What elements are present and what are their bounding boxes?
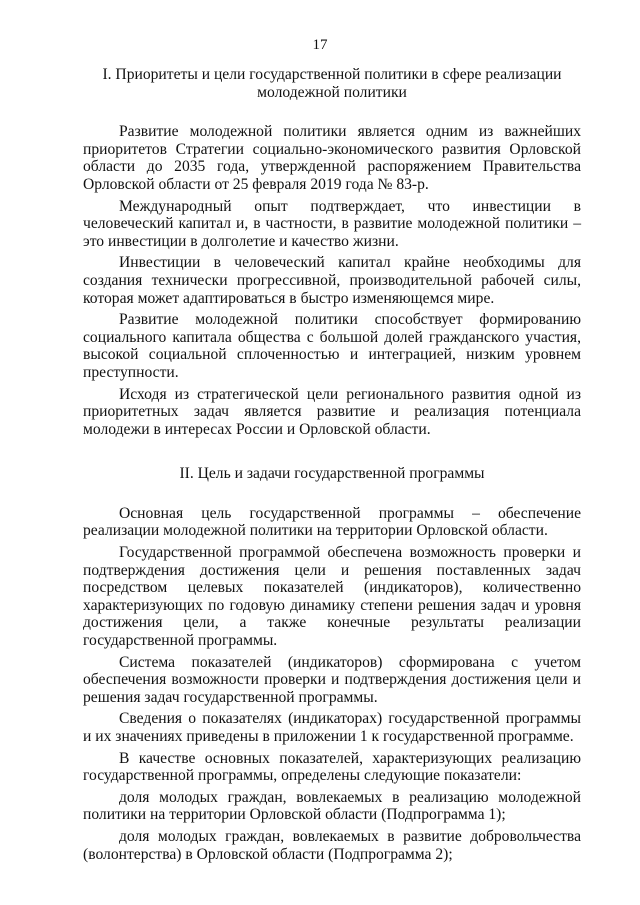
- section-1-paragraph: Исходя из стратегической цели регионального развития одной из приоритетных задач является развитие и реализация потенциала молодежи в интересах России и Орловской области.: [83, 385, 581, 438]
- section-2-paragraph: Государственной программой обеспечена возможность проверки и подтверждения достижения цели и решения поставленных задач посредством целевых показателей (индикаторов), количественно характеризующих по годовую динамику степени решения задач и уровня достижения цели, а также конечные результаты реализации государственной программы.: [83, 544, 581, 650]
- section-1-paragraph: Международный опыт подтверждает, что инвестиции в человеческий капитал и, в частности, в развитие молодежной политики – это инвестиции в долголетие и качество жизни.: [83, 197, 581, 250]
- section-1-paragraph: Развитие молодежной политики является одним из важнейших приоритетов Стратегии социально-экономического развития Орловской области до 2035 года, утвержденной распоряжением Правительства Орловской области от 25 февраля 2019 года № 83-р.: [83, 123, 581, 193]
- page-number: 17: [312, 37, 328, 53]
- section-2-paragraph: доля молодых граждан, вовлекаемых в реализацию молодежной политики на территории Орловской области (Подпрограмма 1);: [83, 788, 581, 824]
- section-2-paragraph: доля молодых граждан, вовлекаемых в развитие добровольчества (волонтерства) в Орловской области (Подпрограмма 2);: [83, 827, 581, 863]
- section-2-paragraph: В качестве основных показателей, характеризующих реализацию государственной программы, определены следующие показатели:: [83, 749, 581, 785]
- section-1-title: I. Приоритеты и цели государственной политики в сфере реализации молодежной политики: [102, 66, 562, 101]
- section-1-paragraph: Развитие молодежной политики способствует формированию социального капитала общества с большой долей гражданского участия, высокой социальной сплоченностью и интеграцией, низким уровнем преступности.: [83, 311, 581, 381]
- section-1-paragraph: Инвестиции в человеческий капитал крайне необходимы для создания технически прогрессивной, производительной рабочей силы, которая может адаптироваться в быстро изменяющемся мире.: [83, 254, 581, 307]
- document-body: [83, 66, 581, 867]
- section-2-paragraph: Сведения о показателях (индикаторах) государственной программы и их значениях приведены в приложении 1 к государственной программе.: [83, 710, 581, 745]
- section-2-paragraph: Система показателей (индикаторов) сформирована с учетом обеспечения возможности проверки и подтверждения достижения цели и решения задач государственной программы.: [83, 653, 581, 706]
- section-2-title: II. Цель и задачи государственной программы: [179, 465, 485, 483]
- section-2-paragraph: Основная цель государственной программы – обеспечение реализации молодежной политики на территории Орловской области.: [83, 504, 581, 540]
